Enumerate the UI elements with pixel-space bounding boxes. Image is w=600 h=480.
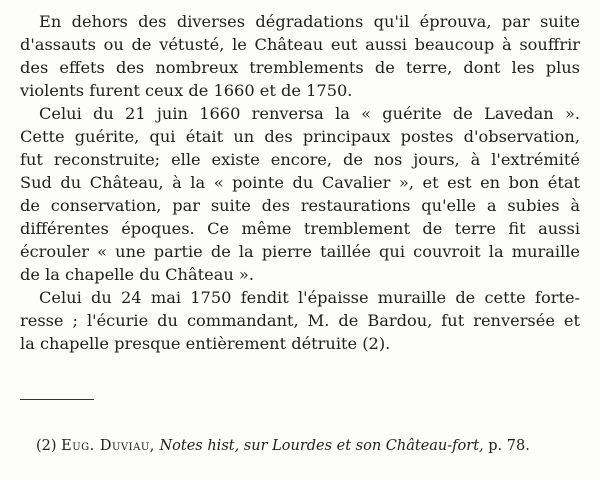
footnote (36, 436, 576, 456)
paragraph-3-line-2: resse ; l'écurie du commandant, M. de Bardou, fut renversée et (20, 311, 580, 330)
paragraph-2-line-1: Celui du 21 juin 1660 renversa la « guérite de Lavedan ». (39, 104, 580, 123)
paragraph-3-line-3: la chapelle presque entièrement détruite (2). (20, 334, 391, 353)
paragraph-2-line-6: différentes époques. Ce même tremblement de terre fit aussi (20, 219, 580, 238)
paragraph-3-line-1: Celui du 24 mai 1750 fendit l'épaisse muraille de cette forte- (39, 288, 580, 307)
footnote-page: p. 78. (488, 438, 530, 454)
body-text (20, 10, 580, 355)
paragraph-2-line-3: fut reconstruite; elle existe encore, de nos jours, à l'extrémité (20, 150, 580, 169)
footnote-title: Notes hist, sur Lourdes et son Château-fort, (159, 438, 484, 454)
paragraph-1-line-3: des effets des nombreux tremblements de terre, dont les plus (20, 58, 580, 77)
paragraph-2-line-4: Sud du Château, à la « pointe du Cavalier », et est en bon état (20, 173, 580, 192)
paragraph-2-line-7: écrouler « une partie de la pierre taillée qui couvroit la muraille (20, 242, 580, 261)
paragraph-1-line-2: d'assauts ou de vétusté, le Château eut aussi beaucoup à souffrir (20, 35, 580, 54)
footnote-marker: (2) (36, 438, 57, 454)
paragraph-2-line-2: Cette guérite, qui était un des principaux postes d'observation, (20, 127, 580, 146)
paragraph-2-line-5: de conservation, par suite des restaurations qu'elle a subies à (20, 196, 580, 215)
paragraph-1-line-4: violents furent ceux de 1660 et de 1750. (20, 81, 353, 100)
footnote-author: Eug. Duviau, (61, 438, 155, 454)
footnote-separator (20, 399, 94, 400)
paragraph-2-line-8: de la chapelle du Château ». (20, 265, 254, 284)
paragraph-1-line-1: En dehors des diverses dégradations qu'il éprouva, par suite (39, 12, 580, 31)
